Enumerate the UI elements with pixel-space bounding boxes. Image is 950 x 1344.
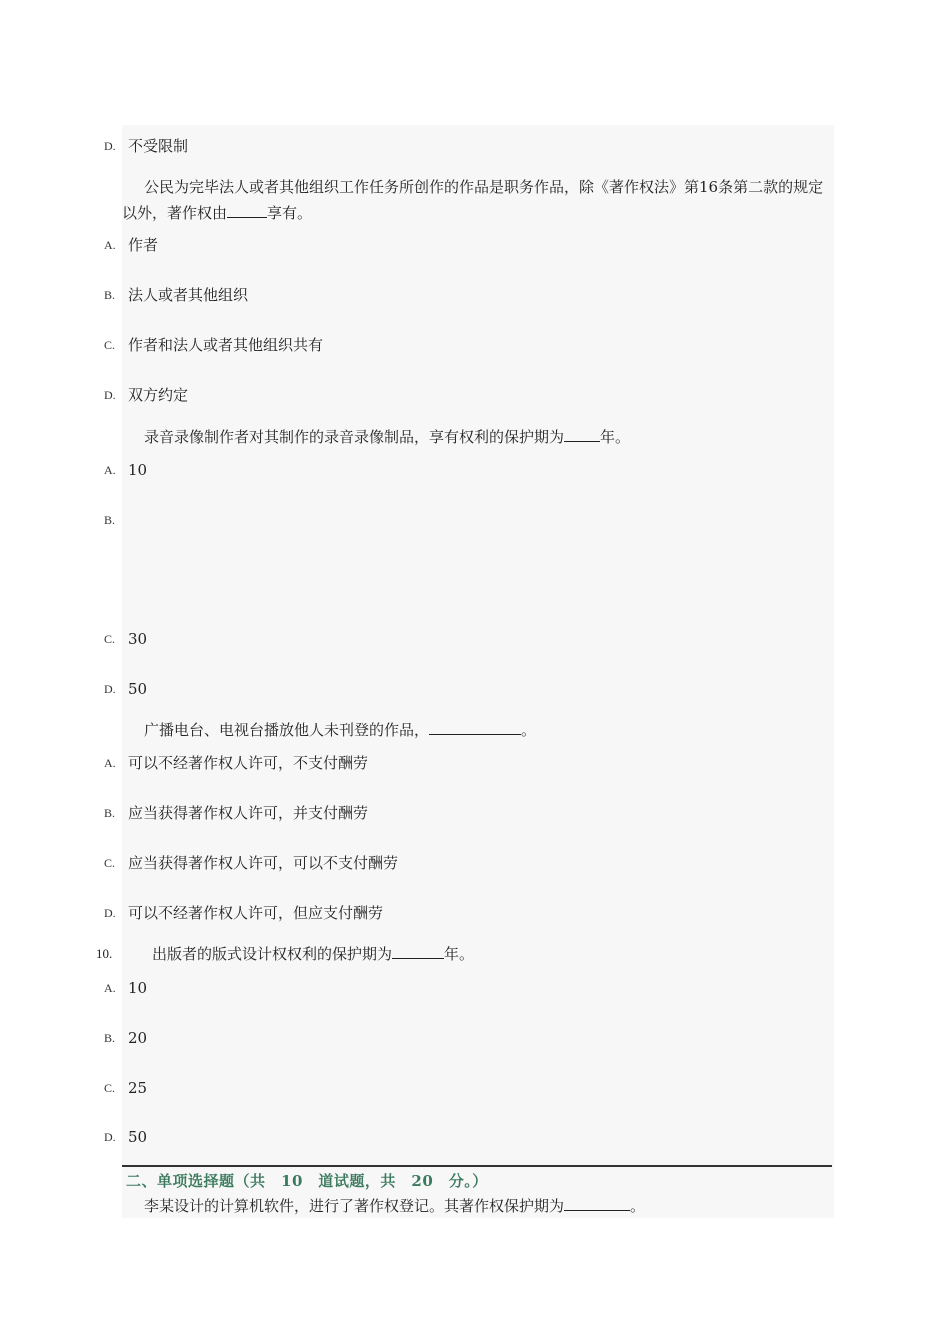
question-number: 10. bbox=[96, 946, 113, 961]
option-text: 25 bbox=[128, 1079, 148, 1097]
option-text: 法人或者其他组织 bbox=[128, 286, 249, 304]
question-text-before: 广播电台、电视台播放他人未刊登的作品， bbox=[144, 721, 430, 739]
option-letter: D. bbox=[104, 1130, 116, 1144]
option-letter: C. bbox=[104, 632, 116, 646]
question-text-before: 录音录像制作者对其制作的录音录像制品，享有权利的保护期为 bbox=[144, 428, 565, 446]
option-letter: D. bbox=[104, 682, 116, 696]
option-letter: C. bbox=[104, 1081, 116, 1095]
answer-blank bbox=[429, 719, 521, 735]
answer-blank bbox=[564, 1195, 630, 1211]
option-text: 30 bbox=[128, 630, 148, 648]
question-text-before: 出版者的版式设计权权利的保护期为 bbox=[152, 945, 393, 963]
question-text bbox=[144, 424, 630, 450]
question-text-after: 。 bbox=[630, 1197, 646, 1215]
answer-blank bbox=[564, 426, 600, 442]
option-text: 不受限制 bbox=[128, 137, 189, 155]
option-text: 50 bbox=[128, 1128, 148, 1146]
option-text: 50 bbox=[128, 680, 148, 698]
section-title: 二、单项选择题（共 10 道试题，共 20 分。） bbox=[126, 1172, 488, 1190]
option-text: 双方约定 bbox=[128, 386, 189, 404]
question-text-after: 。 bbox=[521, 721, 537, 739]
option-letter: D. bbox=[104, 906, 116, 920]
option-letter: C. bbox=[104, 338, 116, 352]
answer-blank bbox=[392, 943, 444, 959]
option-letter: D. bbox=[104, 388, 116, 402]
option-letter: B. bbox=[104, 513, 116, 527]
option-letter: D. bbox=[104, 139, 116, 153]
option-letter: B. bbox=[104, 288, 116, 302]
question-text bbox=[144, 717, 536, 743]
question-text bbox=[122, 174, 827, 226]
option-letter: C. bbox=[104, 856, 116, 870]
question-text bbox=[152, 941, 474, 967]
option-text: 作者 bbox=[128, 236, 159, 254]
question-text bbox=[144, 1193, 645, 1219]
option-letter: A. bbox=[104, 981, 116, 995]
answer-blank bbox=[227, 202, 267, 218]
question-text-after: 享有。 bbox=[267, 204, 313, 222]
question-text-after: 年。 bbox=[600, 428, 631, 446]
question-text-after: 年。 bbox=[444, 945, 475, 963]
option-letter: A. bbox=[104, 463, 116, 477]
option-text: 20 bbox=[128, 1029, 148, 1047]
option-text: 可以不经著作权人许可，但应支付酬劳 bbox=[128, 904, 384, 922]
option-text: 10 bbox=[128, 979, 148, 997]
option-text: 10 bbox=[128, 461, 148, 479]
option-text: 可以不经著作权人许可，不支付酬劳 bbox=[128, 754, 369, 772]
question-text-before: 李某设计的计算机软件，进行了著作权登记。其著作权保护期为 bbox=[144, 1197, 565, 1215]
option-letter: B. bbox=[104, 1031, 116, 1045]
option-text: 应当获得著作权人许可，可以不支付酬劳 bbox=[128, 854, 399, 872]
option-letter: B. bbox=[104, 806, 116, 820]
option-letter: A. bbox=[104, 756, 116, 770]
question-text-before: 公民为完毕法人或者其他组织工作任务所创作的作品是职务作品，除《著作权法》第16条第二款的规定以外，著作权由 bbox=[122, 178, 824, 222]
option-text: 应当获得著作权人许可，并支付酬劳 bbox=[128, 804, 369, 822]
option-letter: A. bbox=[104, 238, 116, 252]
section-divider bbox=[122, 1165, 832, 1167]
option-text: 作者和法人或者其他组织共有 bbox=[128, 336, 324, 354]
